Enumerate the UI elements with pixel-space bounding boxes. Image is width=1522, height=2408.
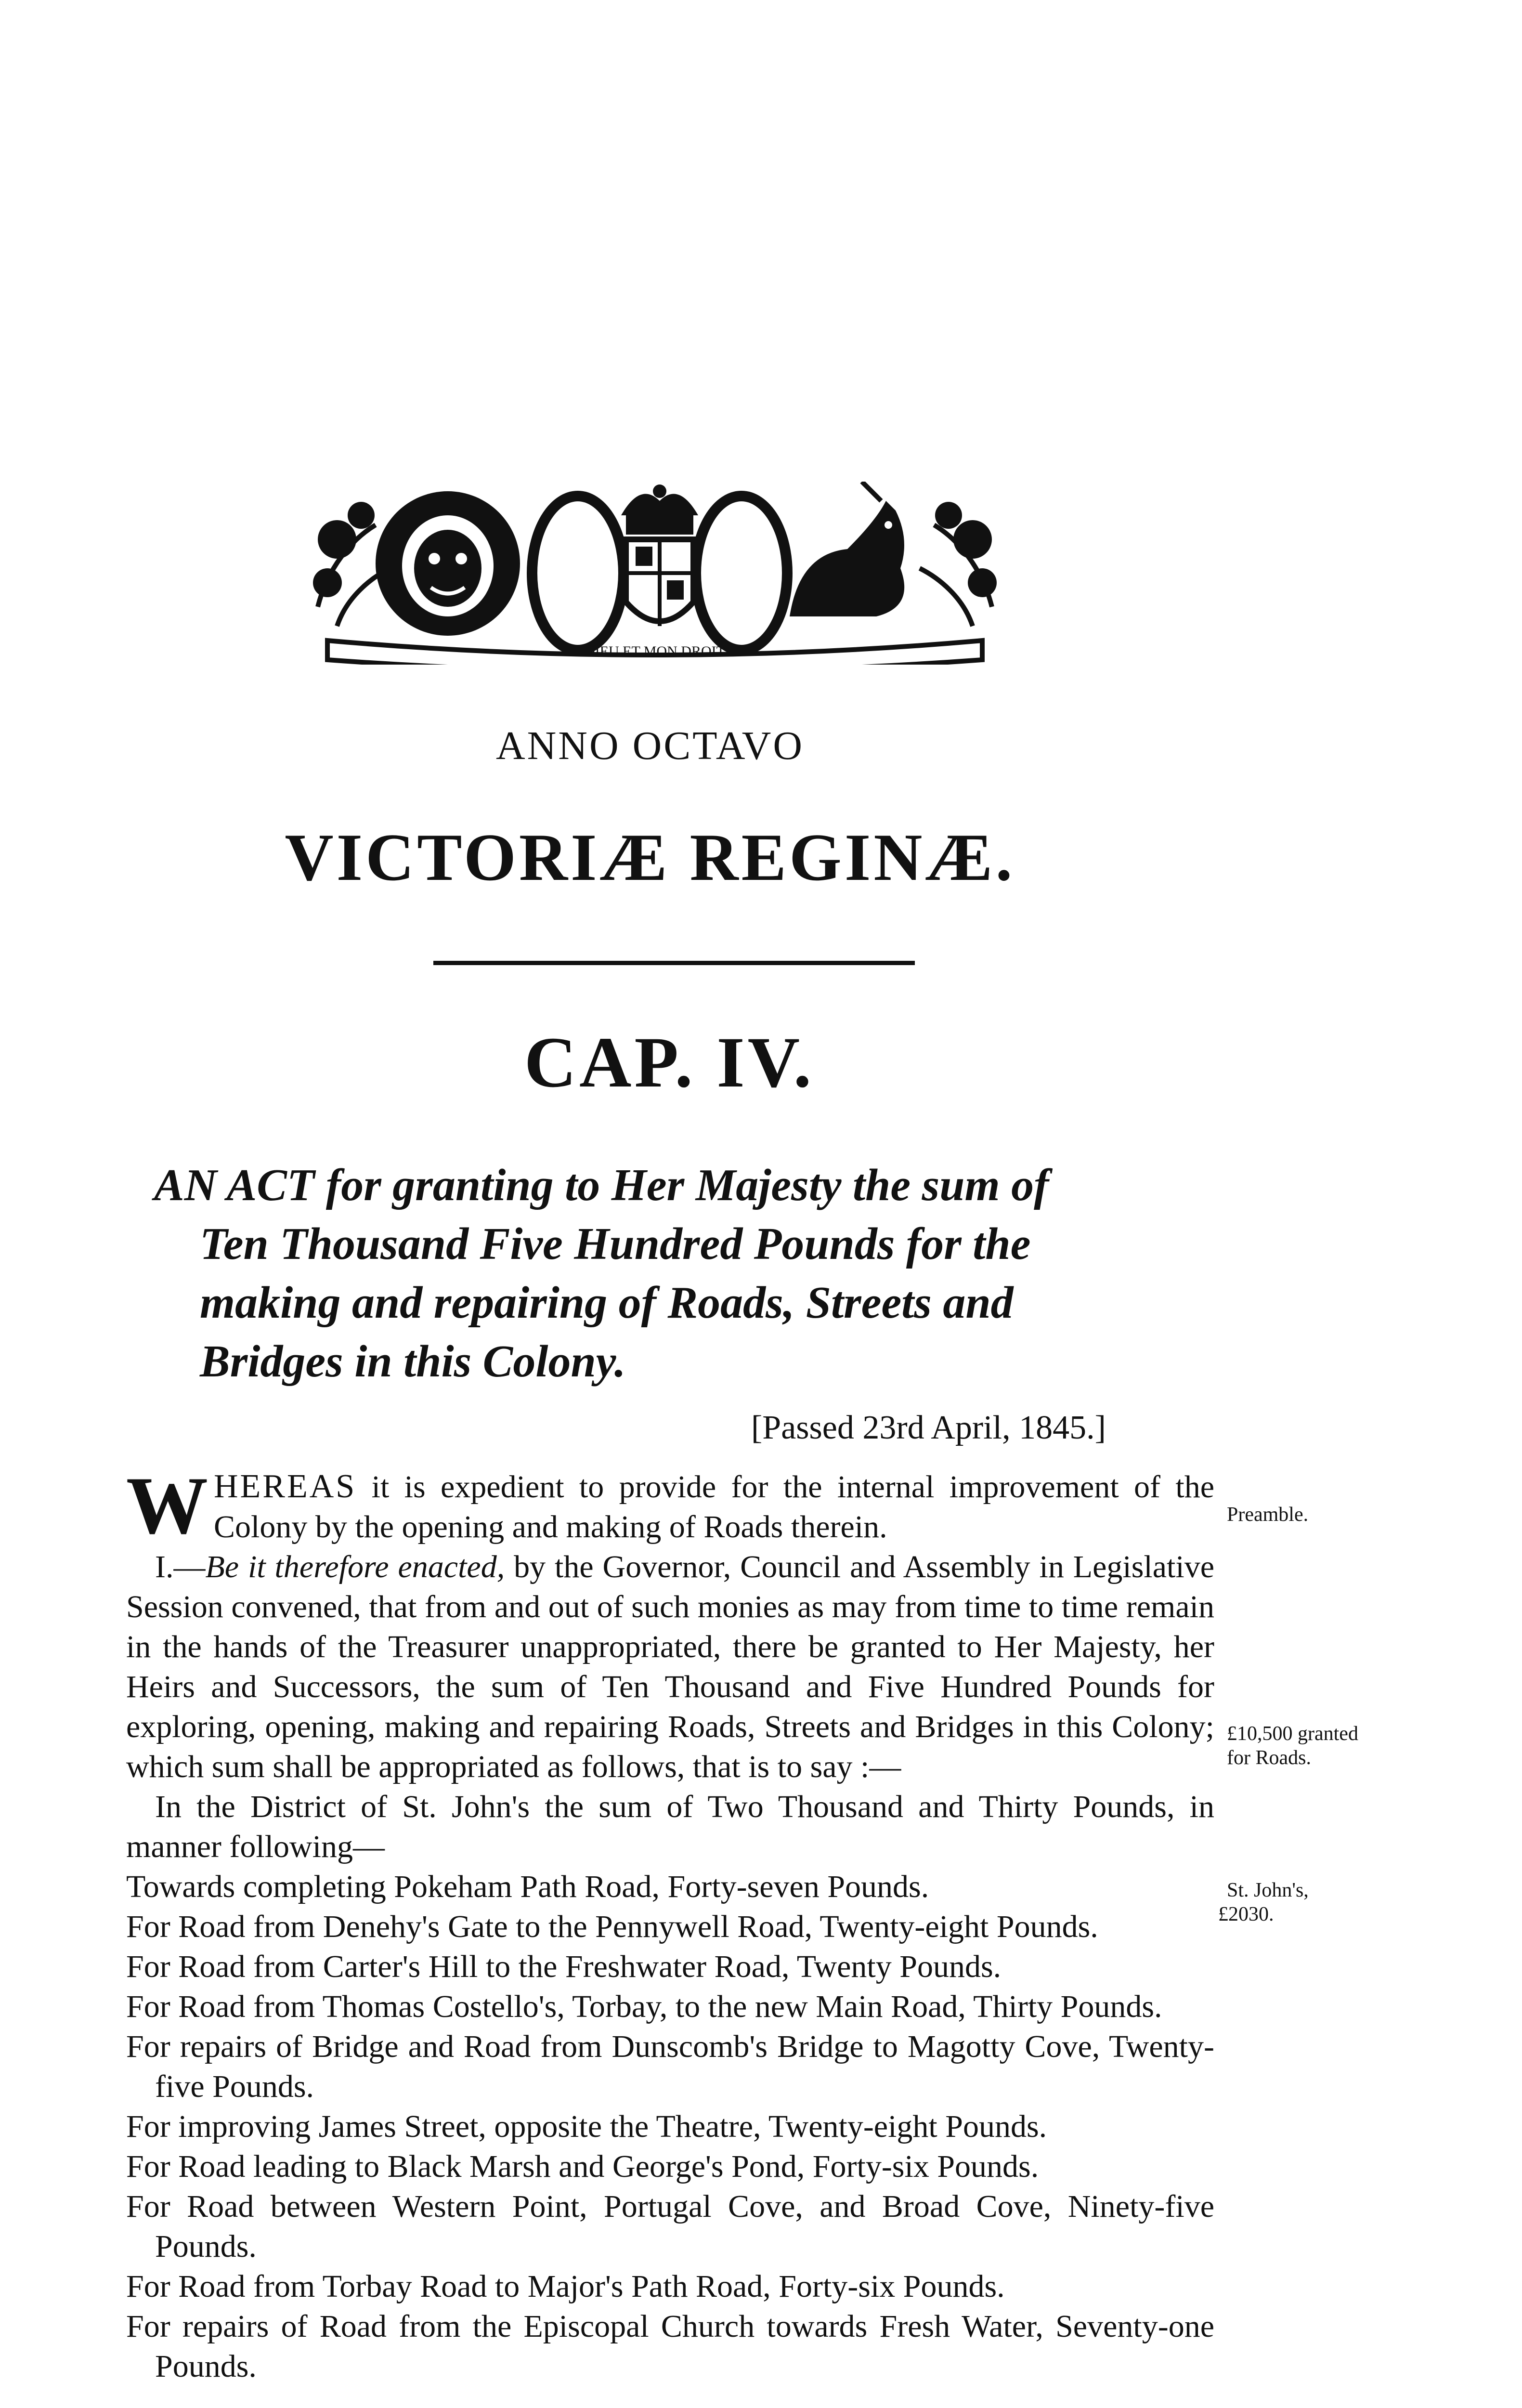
list-item: For Road from Carter's Hill to the Freshwater Road, Twenty Pounds. (126, 1949, 1002, 1984)
list-item: For Road from Torbay Road to Major's Path Road, Forty-six Pounds. (126, 2269, 1005, 2304)
margin-note-preamble: Preamble. (1227, 1504, 1309, 1526)
list-item: Towards completing Pokeham Path Road, Forty-seven Pounds. (126, 1869, 929, 1904)
section-text: by the Governor, Council and Assembly in Legislative Session convened, that from and out of such monies as may from time to time remain in the hands of the Treasurer unappropriated, there be granted to Her Majesty, her Heirs and Successors, the sum of Ten Thousand and Five Hundred Pounds for exploring, opening, making and repairing Roads, Streets and Bridges in this Colony; which sum shall be appropriated as follows, that is to say :— (126, 1549, 1214, 1784)
section-number: I.— (155, 1549, 206, 1584)
list-item: For Road from Thomas Costello's, Torbay, to the new Main Road, Thirty Pounds. (126, 1989, 1162, 2024)
act-title-line: Ten Thousand Five Hundred Pounds for the (200, 1219, 1031, 1269)
list-item: For Road between Western Point, Portugal Cove, and Broad Cove, Ninety-five Pounds. (126, 2189, 1214, 2264)
enacting-words: Be it therefore enacted, (205, 1549, 505, 1584)
list-item: For improving James Street, opposite the Theatre, Twenty-eight Pounds. (126, 2109, 1047, 2144)
act-title-line: Bridges in this Colony. (200, 1336, 626, 1387)
drop-cap: W (126, 1460, 208, 1551)
crest-motto: DIEU ET MON DROIT (585, 643, 725, 659)
preamble (126, 1460, 1214, 1551)
act-title-line: making and repairing of Roads, Streets and (200, 1278, 1014, 1328)
preamble-text: it is expedient to provide for the internal improvement of the Colony by the opening and making of Roads therein. (214, 1469, 1214, 1544)
preamble-smallcaps: HEREAS (214, 1468, 357, 1505)
list-item: For repairs of Road from the Episcopal Church towards Fresh Water, Seventy-one Pounds. (126, 2309, 1214, 2384)
divider (433, 961, 915, 965)
list-item: For Road leading to Black Marsh and George's Pond, Forty-six Pounds. (126, 2149, 1039, 2184)
chapter-number: CAP. IV. (524, 1022, 815, 1102)
margin-note-district: St. John's, (1227, 1879, 1309, 1901)
list-item: For repairs of Bridge and Road from Dunscomb's Bridge to Magotty Cove, Twenty-five Pounds. (126, 2029, 1214, 2104)
margin-note-grant: £10,500 granted (1227, 1723, 1358, 1745)
district-clause: In the District of St. John's the sum of Two Thousand and Thirty Pounds, in manner following— (126, 1789, 1214, 1864)
act-title (154, 1156, 1223, 1391)
list-item: For Road from Denehy's Gate to the Pennywell Road, Twenty-eight Pounds. (126, 1909, 1098, 1944)
act-title-line: AN ACT for granting to Her Majesty the sum of (154, 1160, 1049, 1210)
passed-date: [Passed 23rd April, 1845.] (751, 1409, 1106, 1446)
margin-note-district: £2030. (1218, 1903, 1274, 1925)
regnal-year: ANNO OCTAVO (495, 723, 805, 768)
margin-note-grant: for Roads. (1227, 1747, 1311, 1769)
royal-arms-crest-icon (308, 482, 1002, 665)
regnal-title: VICTORIÆ REGINÆ. (285, 820, 1015, 895)
section-one (126, 1547, 1214, 1787)
act-body (126, 1460, 1214, 2386)
